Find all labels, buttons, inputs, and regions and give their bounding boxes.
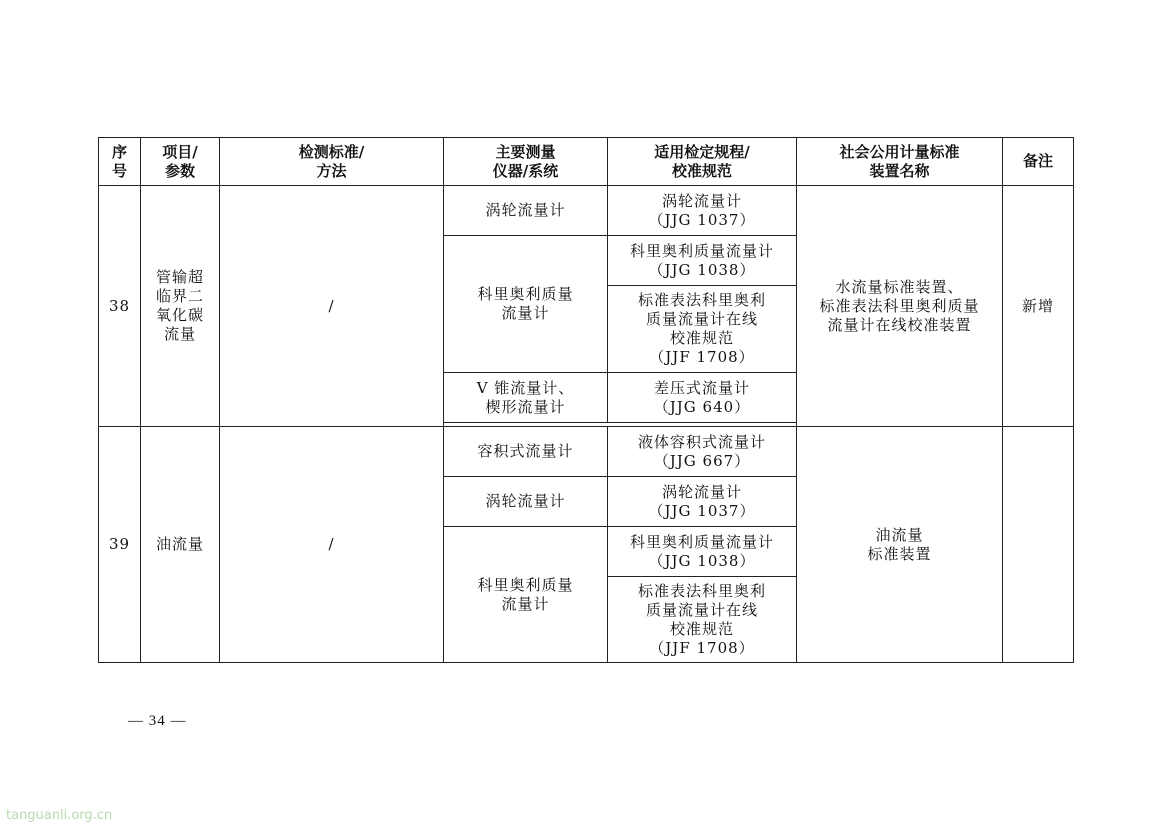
row39-instrument-3: 科里奥利质量 流量计 <box>444 527 608 663</box>
row38-method: / <box>220 186 444 427</box>
row39-instrument-1: 容积式流量计 <box>444 427 608 477</box>
row38-instrument-3: V 锥流量计、 楔形流量计 <box>444 373 608 423</box>
header-seq: 序 号 <box>99 138 141 186</box>
header-device: 社会公用计量标准 装置名称 <box>797 138 1003 186</box>
row38-instrument-2: 科里奥利质量 流量计 <box>444 236 608 373</box>
row38-device: 水流量标准装置、 标准表法科里奥利质量 流量计在线校准装置 <box>797 186 1003 427</box>
header-instrument: 主要测量 仪器/系统 <box>444 138 608 186</box>
row39-instrument-2: 涡轮流量计 <box>444 477 608 527</box>
row38-item: 管输超 临界二 氧化碳 流量 <box>141 186 220 427</box>
header-note: 备注 <box>1003 138 1074 186</box>
row39-device: 油流量 标准装置 <box>797 427 1003 663</box>
row39-seq: 39 <box>99 427 141 663</box>
table-header-row <box>99 138 1074 186</box>
row39-regulation-4: 标准表法科里奥利 质量流量计在线 校准规范 （JJF 1708） <box>608 577 797 663</box>
header-method: 检测标准/ 方法 <box>220 138 444 186</box>
row38-regulation-2: 科里奥利质量流量计 （JJG 1038） <box>608 236 797 286</box>
header-item: 项目/ 参数 <box>141 138 220 186</box>
row39-item: 油流量 <box>141 427 220 663</box>
row39-method: / <box>220 427 444 663</box>
calibration-table <box>98 137 1074 663</box>
row39-regulation-2: 涡轮流量计 （JJG 1037） <box>608 477 797 527</box>
table-row <box>99 427 1074 477</box>
row38-regulation-4: 差压式流量计 （JJG 640） <box>608 373 797 423</box>
row39-regulation-1: 液体容积式流量计 （JJG 667） <box>608 427 797 477</box>
row38-seq: 38 <box>99 186 141 427</box>
table-row <box>99 186 1074 236</box>
row38-regulation-3: 标准表法科里奥利 质量流量计在线 校准规范 （JJF 1708） <box>608 286 797 373</box>
row39-note <box>1003 427 1074 663</box>
row38-instrument-1: 涡轮流量计 <box>444 186 608 236</box>
watermark: tanguanli.org.cn <box>6 808 113 823</box>
page-number: — 34 — <box>128 713 187 729</box>
header-regulation: 适用检定规程/ 校准规范 <box>608 138 797 186</box>
row39-regulation-3: 科里奥利质量流量计 （JJG 1038） <box>608 527 797 577</box>
row38-note: 新增 <box>1003 186 1074 427</box>
row38-regulation-1: 涡轮流量计 （JJG 1037） <box>608 186 797 236</box>
